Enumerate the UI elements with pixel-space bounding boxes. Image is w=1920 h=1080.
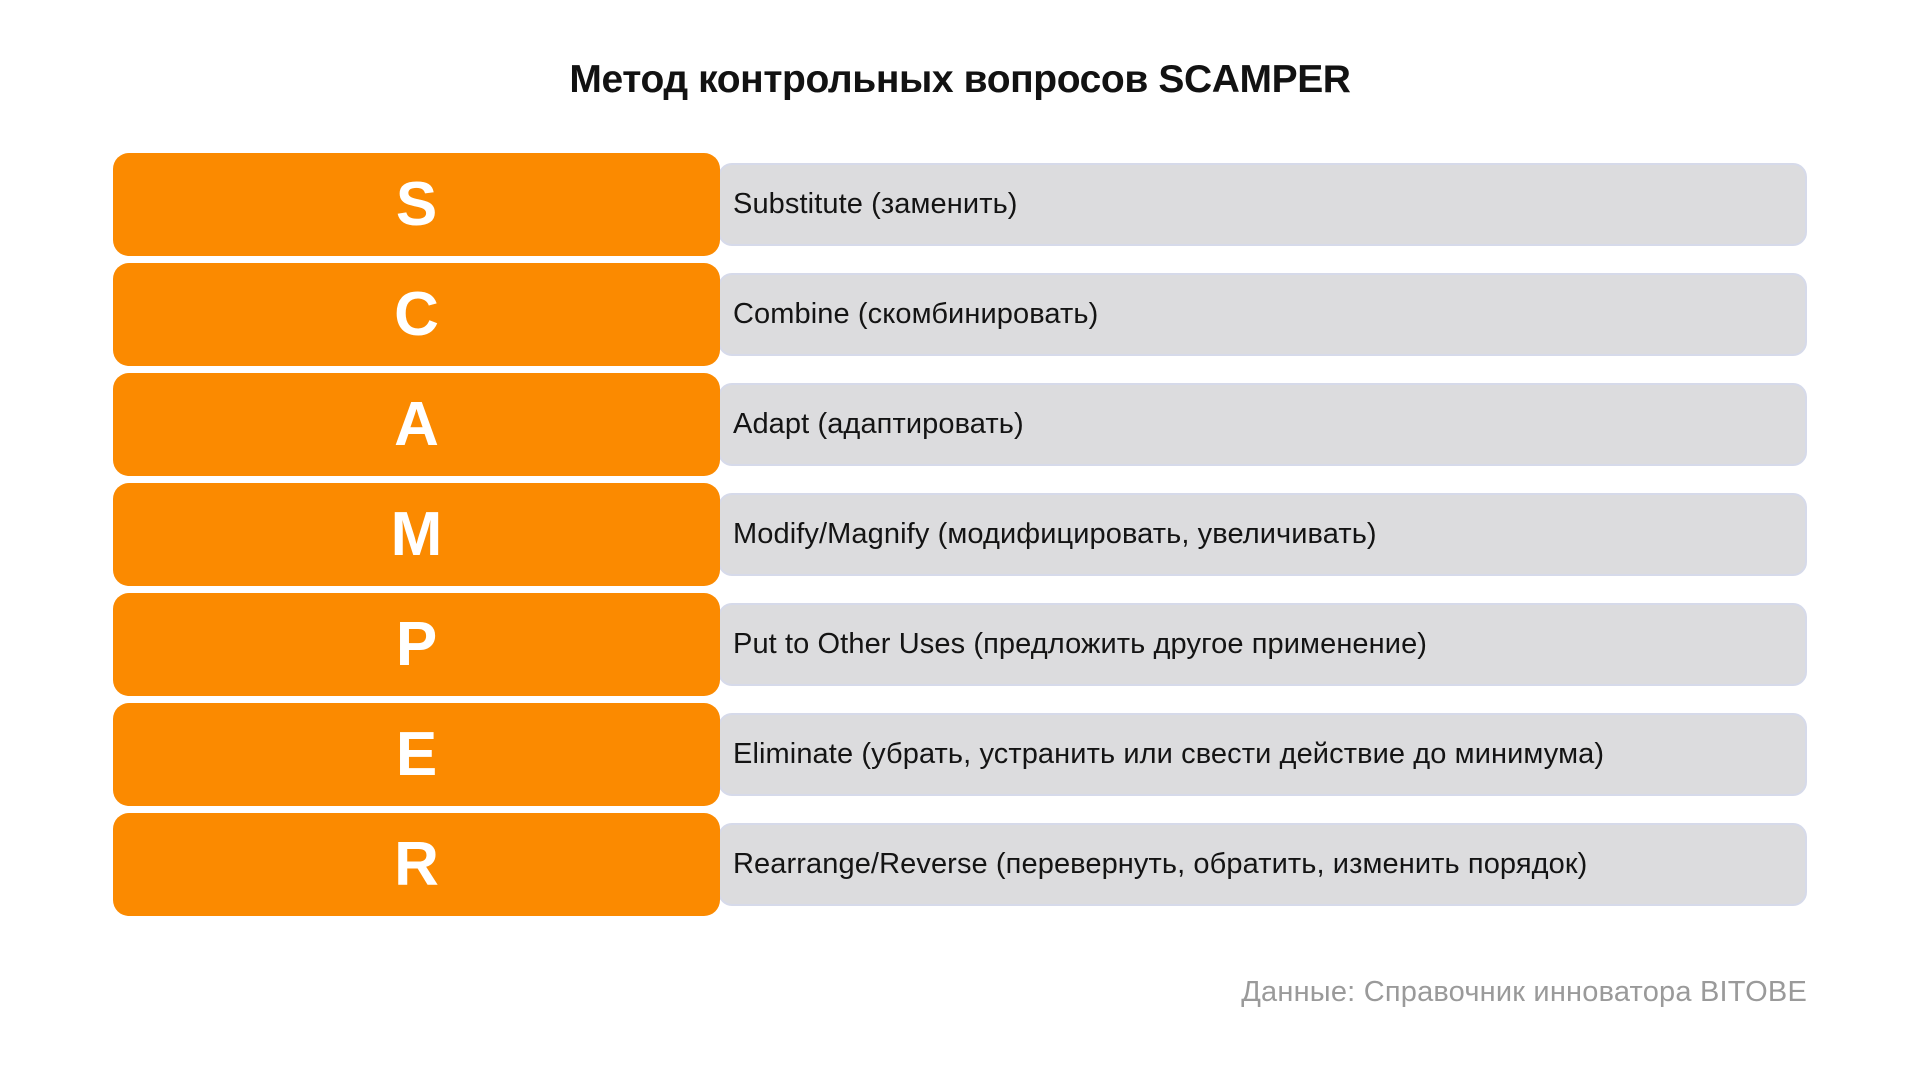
row-description: Adapt (адаптировать)	[733, 408, 1024, 440]
letter-label: A	[394, 389, 439, 459]
letter-badge	[113, 373, 720, 476]
letter-badge	[113, 813, 720, 916]
description-bar	[718, 493, 1807, 576]
row-description: Put to Other Uses (предложить другое применение)	[733, 628, 1428, 660]
description-bar	[718, 273, 1807, 356]
letter-label: R	[394, 829, 439, 899]
row-description: Rearrange/Reverse (перевернуть, обратить, изменить порядок)	[733, 848, 1588, 880]
scamper-row-combine	[113, 263, 1807, 366]
scamper-row-adapt	[113, 373, 1807, 476]
scamper-rows	[113, 153, 1807, 923]
description-bar	[718, 823, 1807, 906]
row-description: Modify/Magnify (модифицировать, увеличивать)	[733, 518, 1377, 550]
letter-label: M	[390, 499, 443, 569]
scamper-row-eliminate	[113, 703, 1807, 806]
letter-badge	[113, 263, 720, 366]
row-description: Substitute (заменить)	[733, 188, 1018, 220]
letter-badge	[113, 483, 720, 586]
scamper-row-put-to-other-uses	[113, 593, 1807, 696]
data-source-caption: Данные: Справочник инноватора BITOBE	[1241, 976, 1807, 1008]
description-bar	[718, 713, 1807, 796]
letter-badge	[113, 593, 720, 696]
scamper-row-rearrange	[113, 813, 1807, 916]
description-bar	[718, 383, 1807, 466]
letter-label: S	[395, 169, 438, 239]
description-bar	[718, 603, 1807, 686]
scamper-row-substitute	[113, 153, 1807, 256]
description-bar	[718, 163, 1807, 246]
letter-badge	[113, 703, 720, 806]
letter-label: P	[395, 609, 438, 679]
page-title: Метод контрольных вопросов SCAMPER	[569, 58, 1351, 101]
letter-badge	[113, 153, 720, 256]
letter-label: C	[394, 279, 439, 349]
letter-label: E	[395, 719, 438, 789]
row-description: Eliminate (убрать, устранить или свести действие до минимума)	[733, 738, 1605, 770]
row-description: Combine (скомбинировать)	[733, 298, 1099, 330]
scamper-row-modify	[113, 483, 1807, 586]
